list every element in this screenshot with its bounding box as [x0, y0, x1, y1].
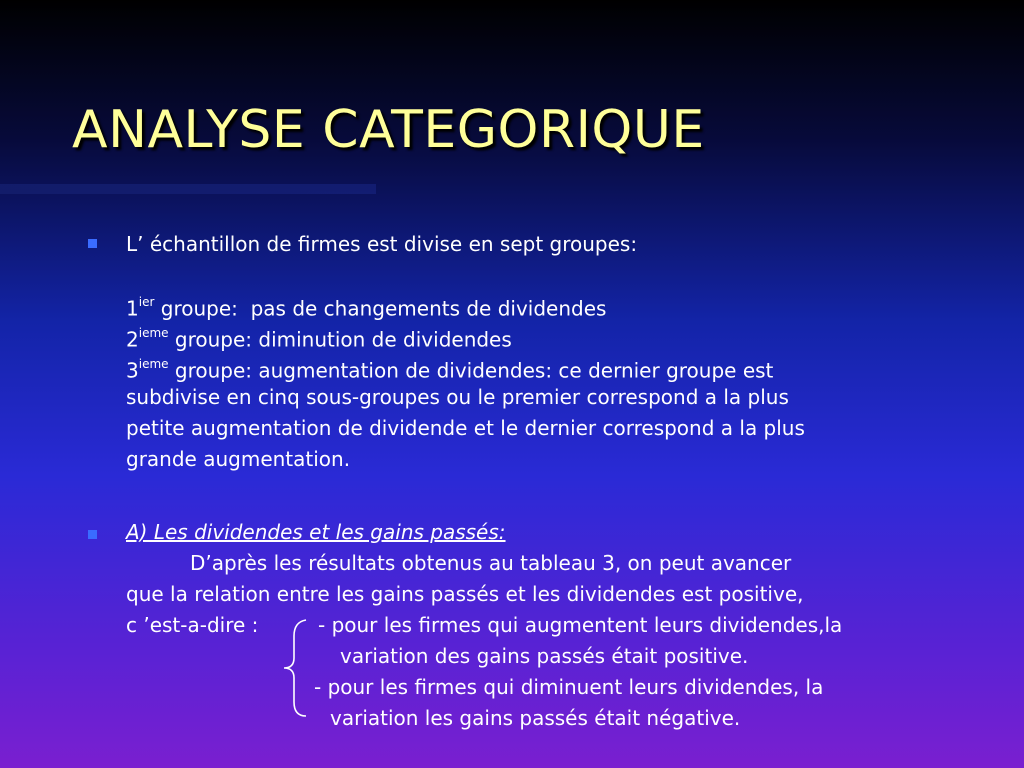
group1-line — [126, 290, 606, 323]
group2-number: 2 — [126, 327, 139, 352]
group3-line-b: subdivise en cinq sous-groupes ou le premier correspond a la plus — [126, 385, 789, 409]
curly-brace-icon — [280, 618, 310, 718]
group2-text: groupe: diminution de dividendes — [168, 327, 512, 352]
bullet2-heading: A) Les dividendes et les gains passés: — [126, 520, 506, 544]
bullet2-line1: D’après les résultats obtenus au tableau 3, on peut avancer — [190, 551, 792, 575]
bullet2-line3-right: - pour les firmes qui augmentent leurs dividendes,la — [318, 613, 843, 637]
group2-line — [126, 321, 512, 354]
group3-line-d: grande augmentation. — [126, 447, 351, 471]
group1-text: groupe: pas de changements de dividendes — [154, 296, 607, 321]
bullet2-line6: variation les gains passés était négative. — [330, 706, 741, 730]
slide-title: ANALYSE CATEGORIQUE — [72, 100, 705, 160]
bullet2-line3-left: c ’est-a-dire : — [126, 613, 259, 637]
bullet1-intro: L’ échantillon de firmes est divise en sept groupes: — [126, 232, 638, 256]
bullet2-line2: que la relation entre les gains passés et les dividendes est positive, — [126, 582, 804, 606]
group3-line — [126, 352, 773, 385]
group3-line-c: petite augmentation de dividende et le dernier correspond a la plus — [126, 416, 805, 440]
group1-ordinal: ier — [138, 295, 155, 309]
group3-text: groupe: augmentation de dividendes: ce dernier groupe est — [168, 358, 774, 383]
bullet2-line5: - pour les firmes qui diminuent leurs dividendes, la — [314, 675, 824, 699]
group1-number: 1 — [126, 296, 139, 321]
group3-number: 3 — [126, 358, 139, 383]
square-bullet-icon — [88, 239, 97, 248]
group3-ordinal: ieme — [138, 357, 169, 371]
title-underline-bar — [0, 184, 376, 194]
square-bullet-icon — [88, 530, 97, 539]
group2-ordinal: ieme — [138, 326, 169, 340]
bullet2-line4: variation des gains passés était positive. — [340, 644, 749, 668]
